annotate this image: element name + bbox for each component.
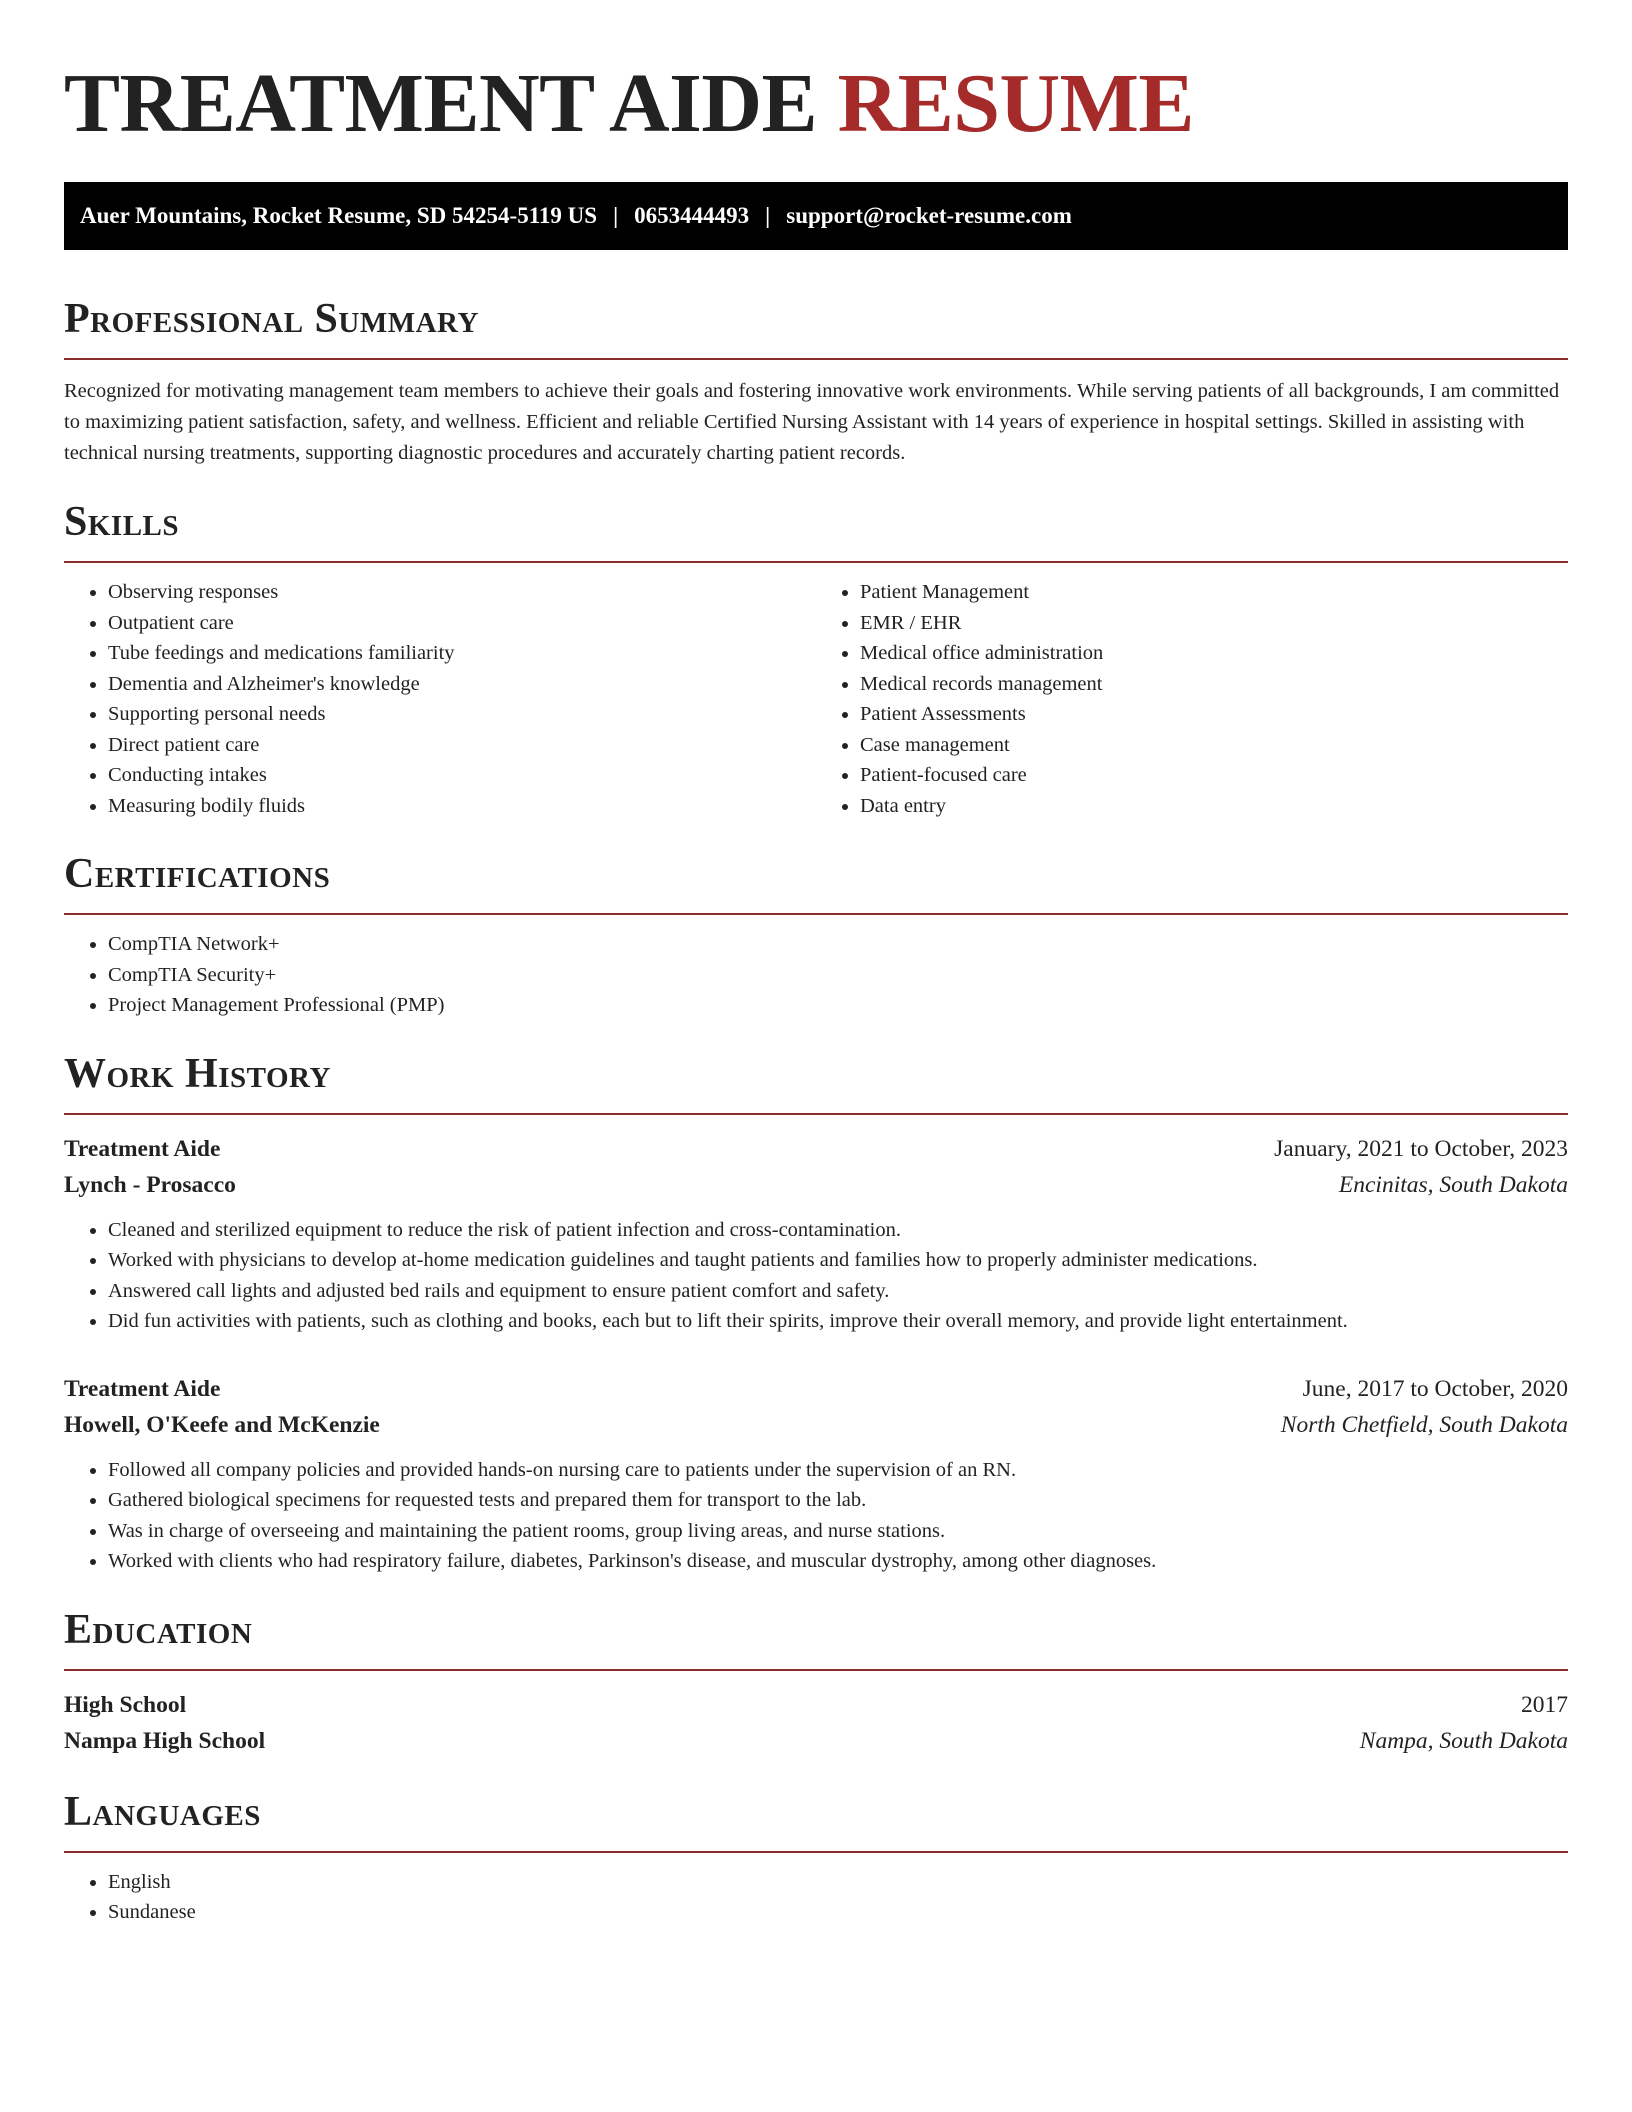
certification-item: • Project Management Professional (PMP) — [108, 990, 1568, 1021]
job-location: North Chetfield, South Dakota — [1280, 1411, 1568, 1438]
contact-bar — [64, 182, 1568, 250]
summary-section — [64, 294, 1568, 469]
job-dates: January, 2021 to October, 2023 — [1274, 1135, 1568, 1162]
resume-title — [64, 56, 1568, 152]
education-location: Nampa, South Dakota — [1359, 1727, 1568, 1754]
job-duty: • Worked with physicians to develop at-home medication guidelines and taught patients and families how to properly administer medications. — [108, 1245, 1568, 1276]
job-duty: • Followed all company policies and provided hands-on nursing care to patients under the supervision of an RN. — [108, 1455, 1568, 1486]
job-entry — [64, 1371, 1568, 1577]
skill-item: • Tube feedings and medications familiarity — [108, 638, 816, 669]
work-history-section — [64, 1049, 1568, 1577]
skills-section — [64, 497, 1568, 821]
section-heading: Languages — [64, 1788, 261, 1835]
job-company: Howell, O'Keefe and McKenzie — [64, 1411, 380, 1438]
skill-item: • Supporting personal needs — [108, 699, 816, 730]
section-divider — [64, 1113, 1568, 1115]
skill-item: • Dementia and Alzheimer's knowledge — [108, 669, 816, 700]
skill-item: • Measuring bodily fluids — [108, 791, 816, 822]
contact-address: Auer Mountains, Rocket Resume, SD 54254-5119 US — [80, 203, 598, 228]
skill-item: • Patient-focused care — [860, 760, 1568, 791]
languages-section — [64, 1787, 1568, 1928]
certifications-list — [64, 929, 1568, 1021]
section-heading: Education — [64, 1606, 253, 1653]
job-duty: • Cleaned and sterilized equipment to reduce the risk of patient infection and cross-contamination. — [108, 1215, 1568, 1246]
skills-grid — [64, 563, 1568, 821]
education-entry — [64, 1687, 1568, 1759]
education-section — [64, 1605, 1568, 1759]
title-accent: RESUME — [837, 57, 1194, 150]
job-company-row — [64, 1407, 1568, 1443]
contact-separator: | — [613, 203, 619, 228]
certifications-section — [64, 849, 1568, 1021]
contact-separator: | — [765, 203, 771, 228]
skill-item: • Observing responses — [108, 577, 816, 608]
certification-item: • CompTIA Security+ — [108, 960, 1568, 991]
job-duty: • Gathered biological specimens for requested tests and prepared them for transport to the lab. — [108, 1485, 1568, 1516]
skills-list-right — [816, 577, 1568, 821]
language-item: • Sundanese — [108, 1897, 1568, 1928]
skill-item: • Medical records management — [860, 669, 1568, 700]
education-header-row — [64, 1687, 1568, 1723]
certification-item: • CompTIA Network+ — [108, 929, 1568, 960]
education-year: 2017 — [1521, 1691, 1568, 1718]
skill-item: • Medical office administration — [860, 638, 1568, 669]
skills-list-left — [64, 577, 816, 821]
job-duty: • Did fun activities with patients, such as clothing and books, each but to lift their spirits, improve their overall memory, and provide light entertainment. — [108, 1306, 1568, 1337]
skill-item: • EMR / EHR — [860, 608, 1568, 639]
skill-item: • Case management — [860, 730, 1568, 761]
job-duty: • Was in charge of overseeing and maintaining the patient rooms, group living areas, and nurse stations. — [108, 1516, 1568, 1547]
skill-item: • Patient Assessments — [860, 699, 1568, 730]
skill-item: • Conducting intakes — [108, 760, 816, 791]
job-duties-list — [64, 1215, 1568, 1337]
job-entry — [64, 1131, 1568, 1337]
section-divider — [64, 1669, 1568, 1671]
section-heading: Skills — [64, 499, 180, 545]
skill-item: • Direct patient care — [108, 730, 816, 761]
summary-text: Recognized for motivating management team members to achieve their goals and fostering innovative work environments. While serving patients of all backgrounds, I am committed to maximizing patient satisfaction, safety, and wellness. Efficient and reliable Certified Nursing Assistant with 14 years of experience in hospital settings. Skilled in assisting with technical nursing treatments, supporting diagnostic procedures and accurately charting patient records. — [64, 380, 1560, 464]
languages-list — [64, 1867, 1568, 1928]
job-company-row — [64, 1167, 1568, 1203]
job-header-row — [64, 1371, 1568, 1407]
contact-email: support@rocket-resume.com — [786, 203, 1072, 228]
language-item: • English — [108, 1867, 1568, 1898]
job-header-row — [64, 1131, 1568, 1167]
title-main: TREATMENT AIDE — [64, 57, 818, 150]
education-school: Nampa High School — [64, 1727, 266, 1754]
section-divider — [64, 913, 1568, 915]
contact-phone: 0653444493 — [634, 203, 750, 228]
section-divider — [64, 1851, 1568, 1853]
section-heading: Work History — [64, 1050, 331, 1097]
education-school-row — [64, 1723, 1568, 1759]
job-duties-list — [64, 1455, 1568, 1577]
job-location: Encinitas, South Dakota — [1338, 1171, 1568, 1198]
job-title: Treatment Aide — [64, 1135, 221, 1162]
job-duty: • Answered call lights and adjusted bed rails and equipment to ensure patient comfort and safety. — [108, 1276, 1568, 1307]
job-duty: • Worked with clients who had respiratory failure, diabetes, Parkinson's disease, and muscular dystrophy, among other diagnoses. — [108, 1546, 1568, 1577]
section-divider — [64, 358, 1568, 360]
section-heading: Certifications — [64, 851, 331, 897]
skill-item: • Patient Management — [860, 577, 1568, 608]
skill-item: • Data entry — [860, 791, 1568, 822]
job-title: Treatment Aide — [64, 1375, 221, 1402]
skill-item: • Outpatient care — [108, 608, 816, 639]
job-company: Lynch - Prosacco — [64, 1171, 236, 1198]
section-heading: Professional Summary — [64, 296, 479, 342]
job-dates: June, 2017 to October, 2020 — [1302, 1375, 1568, 1402]
education-degree: High School — [64, 1691, 187, 1718]
